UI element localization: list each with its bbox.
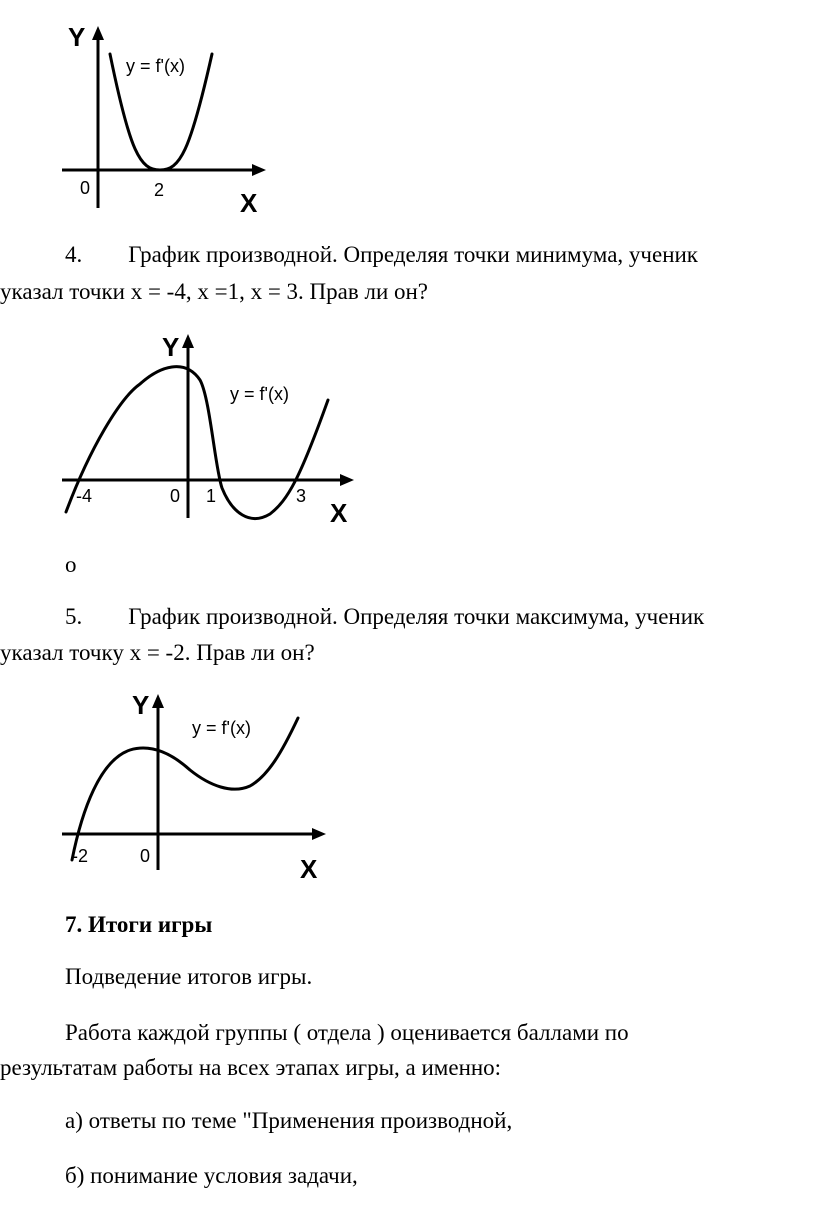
tick-label-minus2: -2 xyxy=(72,846,89,866)
graph-derivative-2 xyxy=(60,328,360,528)
x-axis-arrow xyxy=(312,828,326,840)
y-axis-arrow xyxy=(152,694,164,708)
curve-label: y = f'(x) xyxy=(230,384,289,404)
y-axis-label: Y xyxy=(162,332,180,362)
y-axis-label: Y xyxy=(68,22,86,52)
paragraph-grading-line2: результатам работы на всех этапах игры, а именно: xyxy=(0,1055,502,1080)
item4-line2: указал точки x = -4, x =1, x = 3. Прав ли он? xyxy=(0,279,429,304)
x-axis-label: X xyxy=(330,498,348,528)
item5-line2: указал точку x = -2. Прав ли он? xyxy=(0,640,315,665)
tick-label-0: 0 xyxy=(140,846,151,866)
x-axis-label: X xyxy=(300,854,318,884)
tick-label-0: 0 xyxy=(80,178,91,198)
graph-derivative-1 xyxy=(60,22,280,222)
tick-label-2: 2 xyxy=(154,180,165,200)
curve-label: y = f'(x) xyxy=(192,718,251,738)
curve-label: y = f'(x) xyxy=(126,56,185,76)
tick-label-0: 0 xyxy=(170,486,181,506)
tick-label-1: 1 xyxy=(206,486,217,506)
x-axis-label: X xyxy=(240,188,258,218)
y-axis-arrow xyxy=(92,26,104,40)
list-item-a: а) ответы по теме "Применения производной, xyxy=(65,1108,513,1133)
item5-line1: 5. График производной. Определяя точки максимума, ученик xyxy=(65,604,705,629)
answer-mark: о xyxy=(65,552,77,577)
x-axis-arrow xyxy=(252,164,266,176)
item4-line1: 4. График производной. Определяя точки минимума, ученик xyxy=(65,242,698,267)
paragraph-grading-line1: Работа каждой группы ( отдела ) оценивается баллами по xyxy=(65,1020,629,1045)
list-item-b: б) понимание условия задачи, xyxy=(65,1163,358,1188)
tick-label-3: 3 xyxy=(296,486,307,506)
tick-label-minus4: -4 xyxy=(76,486,93,506)
x-axis-arrow xyxy=(340,474,354,486)
y-axis-arrow xyxy=(182,334,194,348)
y-axis-label: Y xyxy=(132,690,150,720)
paragraph-summary: Подведение итогов игры. xyxy=(65,964,313,989)
derivative-curve xyxy=(72,718,298,860)
graph-derivative-3 xyxy=(60,690,340,884)
section-heading: 7. Итоги игры xyxy=(65,912,213,937)
